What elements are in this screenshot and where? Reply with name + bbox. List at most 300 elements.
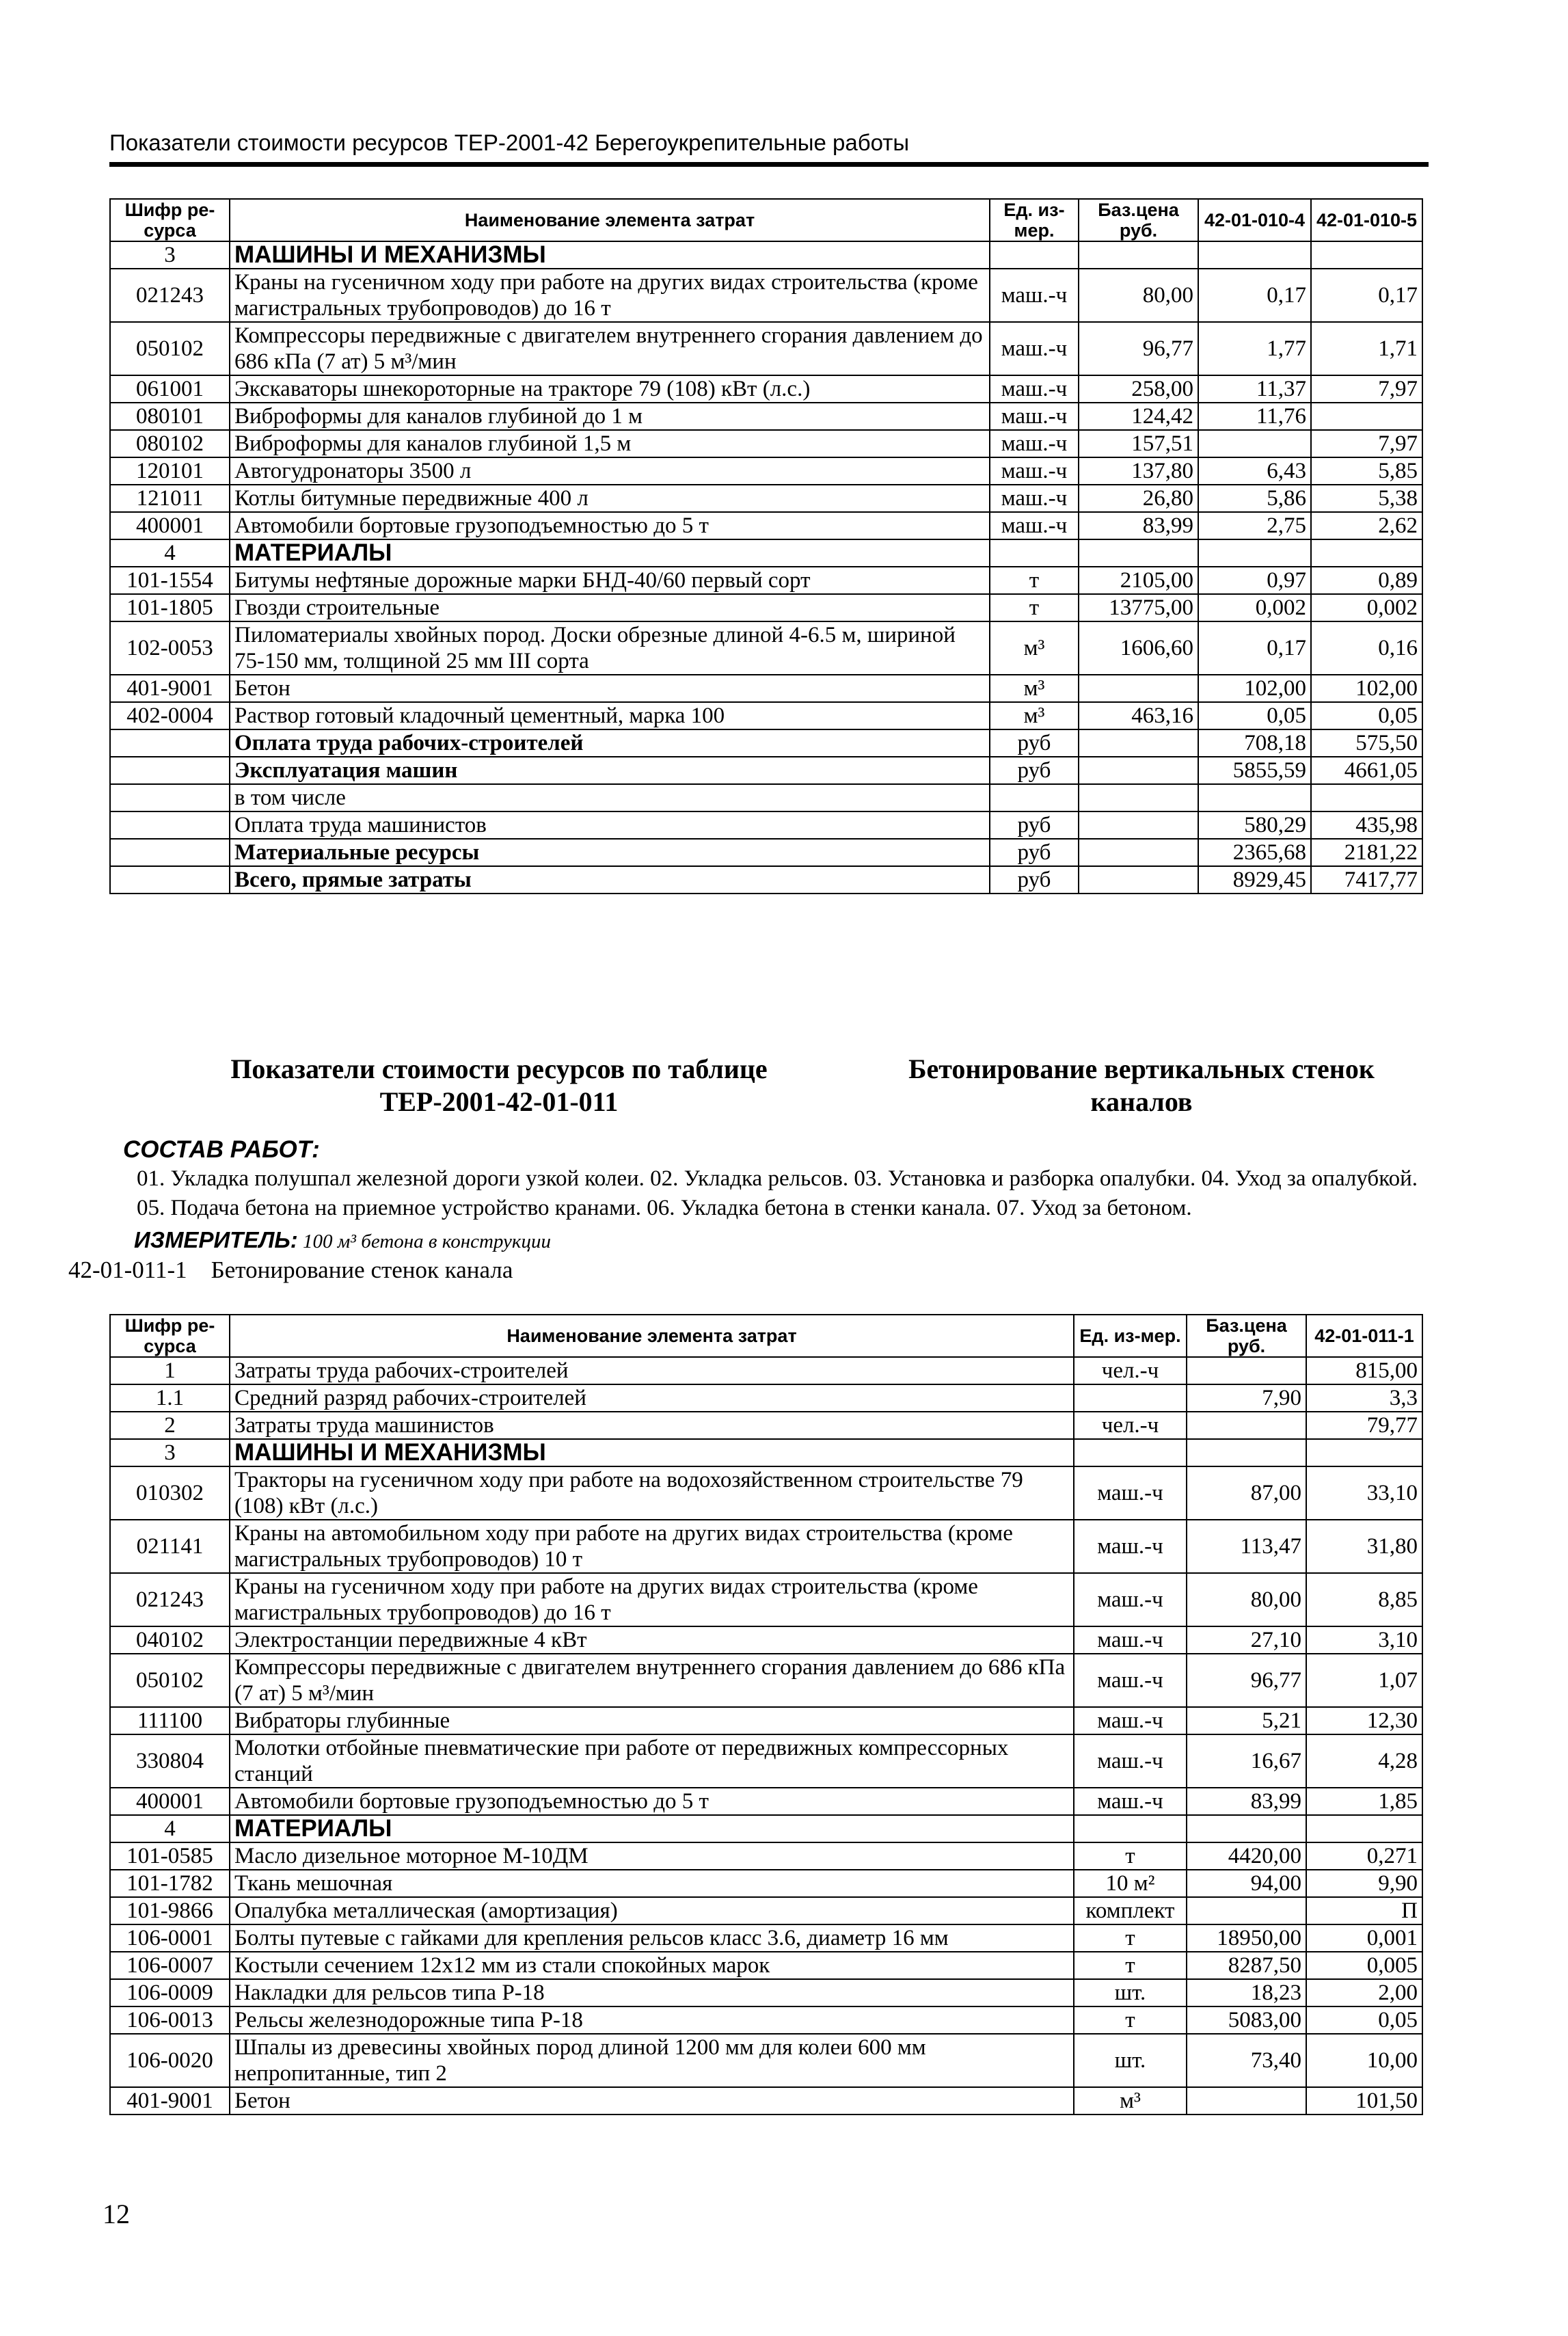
cell-code: 400001	[110, 512, 230, 539]
cell-price: 96,77	[1187, 1654, 1306, 1707]
cell-price: 18,23	[1187, 1979, 1306, 2006]
cell-value-2: 1,71	[1311, 322, 1422, 375]
cell-value-1: 1,85	[1306, 1788, 1422, 1815]
cell-price: 27,10	[1187, 1626, 1306, 1654]
cell-value-1: 101,50	[1306, 2087, 1422, 2115]
cell-name: в том числе	[230, 784, 990, 811]
cell-name: МАТЕРИАЛЫ	[230, 539, 990, 567]
cell-code: 4	[110, 1815, 230, 1842]
cell-unit: маш.-ч	[1074, 1654, 1187, 1707]
cell-code: 101-1554	[110, 567, 230, 594]
cell-code	[110, 757, 230, 784]
cell-value-2: 102,00	[1311, 675, 1422, 702]
cell-value-2: 435,98	[1311, 811, 1422, 839]
cell-name: Шпалы из древесины хвойных пород длиной 1200 мм для колеи 600 мм непропитанные, тип 2	[230, 2034, 1074, 2087]
page-header: Показатели стоимости ресурсов ТЕР-2001-42 Берегоукрепительные работы	[109, 130, 910, 155]
cell-value-2	[1311, 784, 1422, 811]
cell-name: Накладки для рельсов типа Р-18	[230, 1979, 1074, 2006]
cell-price	[1079, 241, 1198, 269]
cell-value-1: 33,10	[1306, 1466, 1422, 1520]
cell-code: 080101	[110, 403, 230, 430]
cell-value-1: 2,75	[1198, 512, 1311, 539]
cell-code: 1.1	[110, 1384, 230, 1412]
header-col-2: 42-01-010-5	[1311, 199, 1422, 241]
cell-value-2: 5,38	[1311, 485, 1422, 512]
table-row	[110, 839, 1422, 866]
table-row	[110, 675, 1422, 702]
cell-price	[1079, 839, 1198, 866]
table-row	[110, 811, 1422, 839]
cell-value-1: 11,76	[1198, 403, 1311, 430]
cell-price: 113,47	[1187, 1520, 1306, 1573]
cell-code: 111100	[110, 1707, 230, 1734]
cell-value-1	[1306, 1815, 1422, 1842]
cell-unit: маш.-ч	[990, 430, 1079, 457]
cell-price	[1187, 1897, 1306, 1924]
cell-unit	[990, 241, 1079, 269]
cell-name: Масло дизельное моторное М-10ДМ	[230, 1842, 1074, 1870]
table-row	[110, 375, 1422, 403]
cell-code	[110, 811, 230, 839]
table-row	[110, 403, 1422, 430]
cell-unit: руб	[990, 757, 1079, 784]
cell-unit: маш.-ч	[990, 512, 1079, 539]
cell-value-2: 2,62	[1311, 512, 1422, 539]
cell-code: 106-0020	[110, 2034, 230, 2087]
cell-price: 83,99	[1079, 512, 1198, 539]
table-row	[110, 1357, 1422, 1384]
composition-label: СОСТАВ РАБОТ:	[123, 1136, 320, 1163]
cell-code: 106-0013	[110, 2006, 230, 2034]
table-row	[110, 1788, 1422, 1815]
cell-name: Вибраторы глубинные	[230, 1707, 1074, 1734]
cell-value-1: 12,30	[1306, 1707, 1422, 1734]
cell-price: 7,90	[1187, 1384, 1306, 1412]
cell-unit: маш.-ч	[1074, 1573, 1187, 1626]
cell-unit: руб	[990, 866, 1079, 894]
cell-unit: маш.-ч	[990, 322, 1079, 375]
cell-name: Экскаваторы шнекороторные на тракторе 79 (108) кВт (л.с.)	[230, 375, 990, 403]
table-row	[110, 322, 1422, 375]
cell-value-1: 0,17	[1198, 269, 1311, 322]
cell-name: МАТЕРИАЛЫ	[230, 1815, 1074, 1842]
cell-unit: маш.-ч	[990, 375, 1079, 403]
cell-price	[1187, 1357, 1306, 1384]
cell-price: 8287,50	[1187, 1952, 1306, 1979]
cell-value-1: 79,77	[1306, 1412, 1422, 1439]
cell-value-2: 575,50	[1311, 729, 1422, 757]
cell-price	[1079, 539, 1198, 567]
cell-value-1: 31,80	[1306, 1520, 1422, 1573]
cell-name: Оплата труда рабочих-строителей	[230, 729, 990, 757]
cell-unit	[990, 539, 1079, 567]
cell-unit: маш.-ч	[990, 457, 1079, 485]
cell-code: 402-0004	[110, 702, 230, 729]
header-rule	[109, 162, 1429, 167]
cell-unit: руб	[990, 839, 1079, 866]
cell-price	[1079, 866, 1198, 894]
cell-price: 2105,00	[1079, 567, 1198, 594]
cell-name: Пиломатериалы хвойных пород. Доски обрезные длиной 4-6.5 м, шириной 75-150 мм, толщиной 25 мм III сорта	[230, 621, 990, 675]
cell-value-1: 0,002	[1198, 594, 1311, 621]
cell-value-1: 0,005	[1306, 1952, 1422, 1979]
cell-value-1: 2,00	[1306, 1979, 1422, 2006]
cell-name: Эксплуатация машин	[230, 757, 990, 784]
table-row	[110, 866, 1422, 894]
table-header-row	[110, 199, 1422, 241]
cell-unit	[1074, 1815, 1187, 1842]
cell-name: Автомобили бортовые грузоподъемностью до 5 т	[230, 512, 990, 539]
header-name: Наименование элемента затрат	[230, 199, 990, 241]
table-row	[110, 539, 1422, 567]
cell-name: Всего, прямые затраты	[230, 866, 990, 894]
table-row	[110, 757, 1422, 784]
cell-price: 18950,00	[1187, 1924, 1306, 1952]
cell-value-1	[1198, 241, 1311, 269]
cell-price: 13775,00	[1079, 594, 1198, 621]
header-col-1: 42-01-010-4	[1198, 199, 1311, 241]
work-composition	[123, 1135, 1422, 1223]
cell-code: 050102	[110, 322, 230, 375]
cell-value-1: 1,07	[1306, 1654, 1422, 1707]
cell-value-1: 0,05	[1198, 702, 1311, 729]
cell-name: Компрессоры передвижные с двигателем внутреннего сгорания давлением до 686 кПа (7 ат) 5 м³/мин	[230, 1654, 1074, 1707]
cell-value-1: 1,77	[1198, 322, 1311, 375]
section-title-left: Показатели стоимости ресурсов по таблице ТЕР-2001-42-01-011	[230, 1053, 768, 1117]
cell-value-1: 5855,59	[1198, 757, 1311, 784]
table-row	[110, 457, 1422, 485]
cell-code: 3	[110, 241, 230, 269]
table-row	[110, 1384, 1422, 1412]
cell-code: 101-0585	[110, 1842, 230, 1870]
cell-name: Бетон	[230, 675, 990, 702]
cell-unit: м³	[990, 702, 1079, 729]
cell-unit: маш.-ч	[1074, 1520, 1187, 1573]
table-row	[110, 1815, 1422, 1842]
table-row	[110, 1897, 1422, 1924]
measure-label: ИЗМЕРИТЕЛЬ:	[134, 1227, 298, 1252]
cell-name: Рельсы железнодорожные типа Р-18	[230, 2006, 1074, 2034]
cell-unit: т	[1074, 2006, 1187, 2034]
page-number: 12	[103, 2199, 130, 2229]
table-row	[110, 241, 1422, 269]
cell-name: Болты путевые с гайками для крепления рельсов класс 3.6, диаметр 16 мм	[230, 1924, 1074, 1952]
cell-name: МАШИНЫ И МЕХАНИЗМЫ	[230, 1439, 1074, 1466]
cell-unit: маш.-ч	[1074, 1707, 1187, 1734]
cell-name: Опалубка металлическая (амортизация)	[230, 1897, 1074, 1924]
table-row	[110, 1520, 1422, 1573]
table-row	[110, 729, 1422, 757]
cell-code: 021243	[110, 269, 230, 322]
cell-code: 120101	[110, 457, 230, 485]
composition-text: 01. Укладка полушпал железной дороги узкой колеи. 02. Укладка рельсов. 03. Установка и разборка опалубки. 04. Уход за опалубкой. 05. Подача бетона на приемное устройство кранами. 06. Укладка бетона в стенки канала. 07. Уход за бетоном.	[137, 1166, 1418, 1220]
cell-price	[1079, 729, 1198, 757]
cell-value-2: 0,002	[1311, 594, 1422, 621]
cell-price: 26,80	[1079, 485, 1198, 512]
cell-price: 94,00	[1187, 1870, 1306, 1897]
table-row	[110, 2087, 1422, 2115]
cell-code: 021243	[110, 1573, 230, 1626]
cell-price: 1606,60	[1079, 621, 1198, 675]
cell-name: Виброформы для каналов глубиной до 1 м	[230, 403, 990, 430]
cell-name: Краны на гусеничном ходу при работе на других видах строительства (кроме магистральных трубопроводов) до 16 т	[230, 269, 990, 322]
table-row	[110, 1707, 1422, 1734]
cell-name: Компрессоры передвижные с двигателем внутреннего сгорания давлением до 686 кПа (7 ат) 5 м³/мин	[230, 322, 990, 375]
cell-value-1: 0,97	[1198, 567, 1311, 594]
header-price: Баз.цена руб.	[1187, 1315, 1306, 1357]
cell-unit	[990, 784, 1079, 811]
cell-name: Оплата труда машинистов	[230, 811, 990, 839]
cell-unit	[1074, 1384, 1187, 1412]
cell-code: 102-0053	[110, 621, 230, 675]
table-header-row	[110, 1315, 1422, 1357]
table-row	[110, 702, 1422, 729]
cell-value-2	[1311, 539, 1422, 567]
header-name: Наименование элемента затрат	[230, 1315, 1074, 1357]
cell-value-1: 815,00	[1306, 1357, 1422, 1384]
cell-price: 73,40	[1187, 2034, 1306, 2087]
header-code: Шифр ре-сурса	[110, 199, 230, 241]
cell-value-1: 3,10	[1306, 1626, 1422, 1654]
cell-value-1	[1198, 539, 1311, 567]
cell-value-1: 0,001	[1306, 1924, 1422, 1952]
cell-price	[1187, 1815, 1306, 1842]
table-row	[110, 1734, 1422, 1788]
cell-value-2: 7417,77	[1311, 866, 1422, 894]
cell-unit: т	[1074, 1924, 1187, 1952]
cell-code: 050102	[110, 1654, 230, 1707]
table-row	[110, 1952, 1422, 1979]
table-row	[110, 1870, 1422, 1897]
cell-unit: т	[990, 594, 1079, 621]
cell-code	[110, 729, 230, 757]
cell-value-1: 0,05	[1306, 2006, 1422, 2034]
cell-value-2: 4661,05	[1311, 757, 1422, 784]
cell-unit: чел.-ч	[1074, 1412, 1187, 1439]
header-unit: Ед. из-мер.	[1074, 1315, 1187, 1357]
cell-value-2: 0,89	[1311, 567, 1422, 594]
cell-value-2: 7,97	[1311, 430, 1422, 457]
cell-value-1: 5,86	[1198, 485, 1311, 512]
cell-value-1: П	[1306, 1897, 1422, 1924]
cell-name: Молотки отбойные пневматические при работе от передвижных компрессорных станций	[230, 1734, 1074, 1788]
cell-name: Краны на гусеничном ходу при работе на других видах строительства (кроме магистральных трубопроводов) до 16 т	[230, 1573, 1074, 1626]
cell-value-1	[1198, 430, 1311, 457]
cell-name: Раствор готовый кладочный цементный, марка 100	[230, 702, 990, 729]
cell-value-1: 8,85	[1306, 1573, 1422, 1626]
cell-name: Котлы битумные передвижные 400 л	[230, 485, 990, 512]
cell-code: 106-0001	[110, 1924, 230, 1952]
cell-code: 040102	[110, 1626, 230, 1654]
cell-name: Средний разряд рабочих-строителей	[230, 1384, 1074, 1412]
table-row	[110, 430, 1422, 457]
section-title-right: Бетонирование вертикальных стенок каналов	[908, 1053, 1375, 1117]
cell-price	[1079, 757, 1198, 784]
cell-value-1	[1306, 1439, 1422, 1466]
table-row	[110, 485, 1422, 512]
cell-value-1: 6,43	[1198, 457, 1311, 485]
cell-code: 330804	[110, 1734, 230, 1788]
cell-code: 3	[110, 1439, 230, 1466]
cell-unit: т	[1074, 1842, 1187, 1870]
cell-unit: шт.	[1074, 2034, 1187, 2087]
table-row	[110, 1626, 1422, 1654]
cell-price: 16,67	[1187, 1734, 1306, 1788]
cell-code: 106-0009	[110, 1979, 230, 2006]
cell-price: 124,42	[1079, 403, 1198, 430]
cell-unit: чел.-ч	[1074, 1357, 1187, 1384]
cell-code: 121011	[110, 485, 230, 512]
table-row	[110, 1979, 1422, 2006]
cell-unit: м³	[1074, 2087, 1187, 2115]
cell-value-1	[1198, 784, 1311, 811]
measure-line	[134, 1227, 551, 1253]
cell-name: Электростанции передвижные 4 кВт	[230, 1626, 1074, 1654]
cell-name: Бетон	[230, 2087, 1074, 2115]
cell-price: 4420,00	[1187, 1842, 1306, 1870]
header-unit: Ед. из-мер.	[990, 199, 1079, 241]
cell-unit: т	[1074, 1952, 1187, 1979]
cell-code: 2	[110, 1412, 230, 1439]
cell-code	[110, 866, 230, 894]
table-row	[110, 567, 1422, 594]
cell-value-2: 0,17	[1311, 269, 1422, 322]
cell-price: 80,00	[1079, 269, 1198, 322]
cell-price: 87,00	[1187, 1466, 1306, 1520]
cell-value-2: 5,85	[1311, 457, 1422, 485]
cell-name: Виброформы для каналов глубиной 1,5 м	[230, 430, 990, 457]
cell-price	[1187, 2087, 1306, 2115]
table-row	[110, 512, 1422, 539]
cell-name: Автогудронаторы 3500 л	[230, 457, 990, 485]
cell-name: Автомобили бортовые грузоподъемностью до 5 т	[230, 1788, 1074, 1815]
cell-value-1: 580,29	[1198, 811, 1311, 839]
cell-unit: руб	[990, 729, 1079, 757]
cell-code: 401-9001	[110, 2087, 230, 2115]
cell-code: 010302	[110, 1466, 230, 1520]
resource-table-1	[109, 198, 1423, 894]
table-row	[110, 269, 1422, 322]
cell-value-1: 11,37	[1198, 375, 1311, 403]
cell-name: Тракторы на гусеничном ходу при работе на водохозяйственном строительстве 79 (108) кВт (л.с.)	[230, 1466, 1074, 1520]
cell-price	[1079, 675, 1198, 702]
cell-name: Битумы нефтяные дорожные марки БНД-40/60 первый сорт	[230, 567, 990, 594]
cell-price: 96,77	[1079, 322, 1198, 375]
cell-price: 5083,00	[1187, 2006, 1306, 2034]
cell-value-1: 4,28	[1306, 1734, 1422, 1788]
cell-unit: м³	[990, 675, 1079, 702]
cell-value-1: 9,90	[1306, 1870, 1422, 1897]
cell-unit: маш.-ч	[1074, 1734, 1187, 1788]
table-row	[110, 594, 1422, 621]
cell-code: 4	[110, 539, 230, 567]
cell-value-1: 708,18	[1198, 729, 1311, 757]
cell-price: 137,80	[1079, 457, 1198, 485]
cell-value-2: 0,16	[1311, 621, 1422, 675]
cell-value-2: 2181,22	[1311, 839, 1422, 866]
cell-price: 258,00	[1079, 375, 1198, 403]
table-row	[110, 621, 1422, 675]
cell-code: 1	[110, 1357, 230, 1384]
cell-code: 400001	[110, 1788, 230, 1815]
cell-code: 061001	[110, 375, 230, 403]
cell-name: Ткань мешочная	[230, 1870, 1074, 1897]
cell-value-1: 0,271	[1306, 1842, 1422, 1870]
subsection-code: 42-01-011-1 Бетонирование стенок канала	[68, 1257, 513, 1283]
cell-code: 401-9001	[110, 675, 230, 702]
table-row	[110, 1842, 1422, 1870]
cell-unit: комплект	[1074, 1897, 1187, 1924]
cell-unit: руб	[990, 811, 1079, 839]
cell-price	[1079, 784, 1198, 811]
cell-unit: шт.	[1074, 1979, 1187, 2006]
header-price: Баз.цена руб.	[1079, 199, 1198, 241]
cell-price: 157,51	[1079, 430, 1198, 457]
header-col-1: 42-01-011-1	[1306, 1315, 1422, 1357]
cell-code: 101-1782	[110, 1870, 230, 1897]
table-row	[110, 784, 1422, 811]
cell-unit: маш.-ч	[990, 485, 1079, 512]
cell-unit: маш.-ч	[1074, 1788, 1187, 1815]
cell-code	[110, 839, 230, 866]
cell-code: 101-1805	[110, 594, 230, 621]
cell-code	[110, 784, 230, 811]
cell-unit: маш.-ч	[1074, 1466, 1187, 1520]
resource-table-2	[109, 1314, 1423, 2115]
cell-value-1: 10,00	[1306, 2034, 1422, 2087]
cell-price: 83,99	[1187, 1788, 1306, 1815]
table-row	[110, 1412, 1422, 1439]
table-row	[110, 1573, 1422, 1626]
cell-name: Гвозди строительные	[230, 594, 990, 621]
cell-name: Затраты труда рабочих-строителей	[230, 1357, 1074, 1384]
cell-unit: маш.-ч	[990, 403, 1079, 430]
table-row	[110, 1654, 1422, 1707]
table-row	[110, 2006, 1422, 2034]
cell-price: 80,00	[1187, 1573, 1306, 1626]
cell-unit: маш.-ч	[990, 269, 1079, 322]
table-row	[110, 1439, 1422, 1466]
cell-value-1: 102,00	[1198, 675, 1311, 702]
cell-price	[1187, 1439, 1306, 1466]
table-row	[110, 1466, 1422, 1520]
cell-value-2: 7,97	[1311, 375, 1422, 403]
cell-value-1: 0,17	[1198, 621, 1311, 675]
cell-value-2	[1311, 403, 1422, 430]
cell-value-2: 0,05	[1311, 702, 1422, 729]
cell-price: 5,21	[1187, 1707, 1306, 1734]
table-row	[110, 2034, 1422, 2087]
cell-name: Материальные ресурсы	[230, 839, 990, 866]
cell-unit: маш.-ч	[1074, 1626, 1187, 1654]
measure-text: 100 м³ бетона в конструкции	[303, 1231, 551, 1252]
table-row	[110, 1924, 1422, 1952]
cell-value-2	[1311, 241, 1422, 269]
cell-code: 106-0007	[110, 1952, 230, 1979]
cell-unit: 10 м²	[1074, 1870, 1187, 1897]
cell-unit	[1074, 1439, 1187, 1466]
cell-value-1: 3,3	[1306, 1384, 1422, 1412]
cell-value-1: 8929,45	[1198, 866, 1311, 894]
header-code: Шифр ре-сурса	[110, 1315, 230, 1357]
cell-name: МАШИНЫ И МЕХАНИЗМЫ	[230, 241, 990, 269]
cell-unit: м³	[990, 621, 1079, 675]
cell-value-1: 2365,68	[1198, 839, 1311, 866]
cell-name: Затраты труда машинистов	[230, 1412, 1074, 1439]
cell-price	[1079, 811, 1198, 839]
cell-code: 021141	[110, 1520, 230, 1573]
cell-name: Краны на автомобильном ходу при работе на других видах строительства (кроме магистральных трубопроводов) 10 т	[230, 1520, 1074, 1573]
